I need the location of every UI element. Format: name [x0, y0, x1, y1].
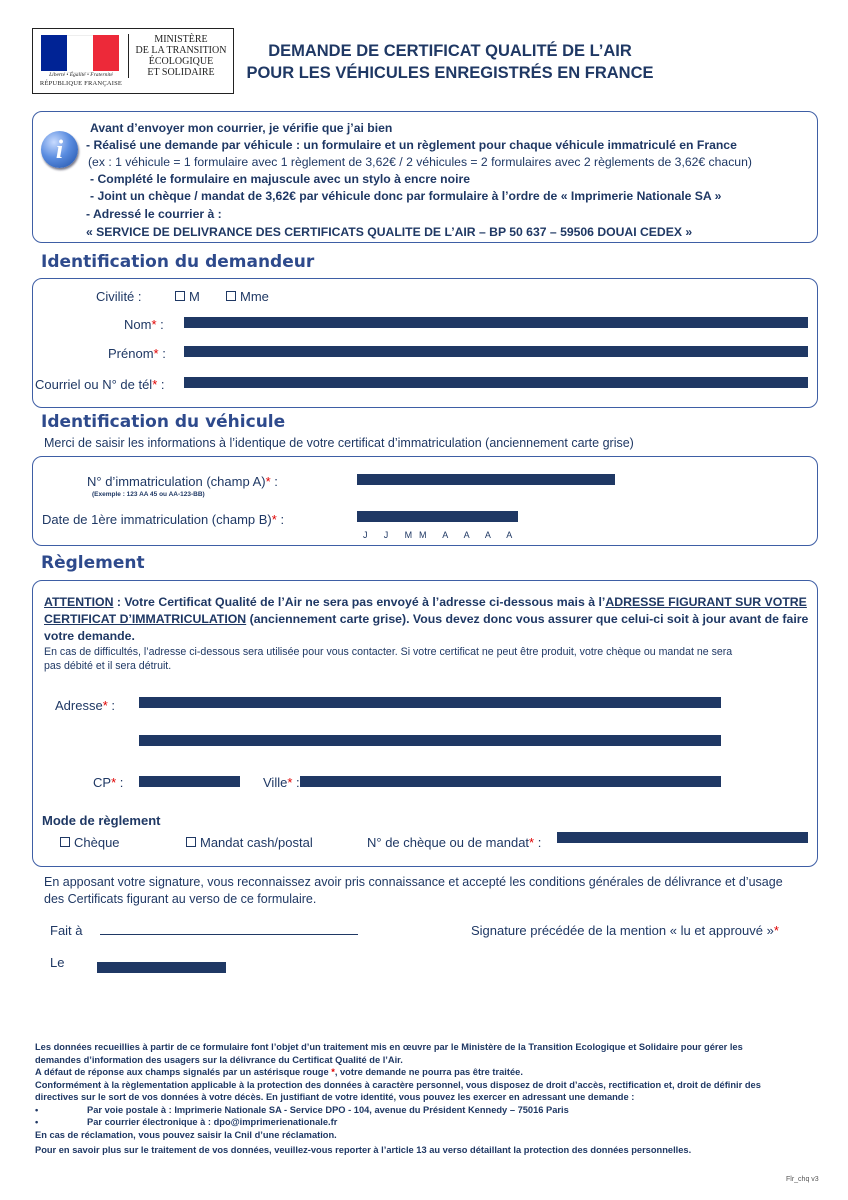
section-demandeur-title: Identification du demandeur	[41, 252, 315, 272]
privacy-footer: Les données recueillies à partir de ce formulaire font l’objet d’un traitement mis en œuvre par le Ministère de la Transition Ecologique et Solidaire pour gérer les demandes d’information des usagers sur la délivrance du Certificat Qualité de l’Air. A défaut de réponse aux champs signalés par un astérisque rouge *, votre demande ne pourra pas être traitée. Conformément à la règlementation applicable à la protection des données à caractère personnel, vous disposez de droit d’accès, rectification et, droit de définir des directives sur le sort de vos données à votre décès. En justifiant de votre identité, vous pouvez les exercer en adressant une demande : • Par voie postale à : Imprimerie Nationale SA - Service DPO - 104, avenue du Président Kennedy – 75016 Paris • Par courrier électronique à : dpo@imprimerienationale.fr En cas de réclamation, vous pouvez saisir la Cnil d’une réclamation. Pour en savoir plus sur le traitement de vos données, veuillez-vous reporter à l’article 13 au verso détaillant la protection des données personnelles.	[35, 1042, 761, 1155]
comb-tick	[683, 377, 684, 387]
comb-tick	[300, 776, 301, 786]
section-reglement-title: Règlement	[41, 553, 145, 573]
comb-tick	[548, 776, 549, 786]
comb-tick	[392, 697, 393, 707]
comb-tick	[259, 346, 260, 356]
numero-field[interactable]	[557, 832, 808, 843]
comb-tick	[380, 474, 381, 484]
comb-tick	[645, 697, 646, 707]
info-intro: Avant d’envoyer mon courrier, je vérifie que j’ai bien	[90, 121, 393, 135]
comb-tick	[523, 776, 524, 786]
comb-tick	[683, 317, 684, 327]
comb-tick	[350, 776, 351, 786]
comb-tick	[645, 735, 646, 745]
adresse-label: Adresse* :	[55, 698, 115, 713]
comb-tick	[498, 511, 499, 521]
cheque-checkbox[interactable]: Chèque	[60, 835, 120, 850]
cp-field[interactable]	[139, 776, 240, 787]
form-reference: Flr_chq v3	[786, 1176, 819, 1183]
comb-tick	[508, 346, 509, 356]
comb-tick	[434, 346, 435, 356]
comb-tick	[558, 346, 559, 356]
comb-tick	[568, 474, 569, 484]
comb-tick	[758, 346, 759, 356]
comb-tick	[658, 317, 659, 327]
comb-tick	[657, 832, 658, 842]
info-line-5: - Adressé le courrier à :	[86, 207, 222, 221]
info-icon: i	[41, 131, 78, 168]
comb-tick	[508, 377, 509, 387]
comb-tick	[484, 317, 485, 327]
comb-tick	[178, 962, 179, 972]
info-line-1: - Réalisé une demande par véhicule : un formulaire et un règlement pour chaque véhicule immatriculé en France	[86, 138, 737, 152]
comb-tick	[234, 377, 235, 387]
comb-tick	[357, 511, 358, 521]
comb-tick	[359, 317, 360, 327]
comb-tick	[266, 735, 267, 745]
comb-tick	[129, 962, 130, 972]
comb-tick	[708, 377, 709, 387]
comb-tick	[316, 735, 317, 745]
comb-tick	[209, 346, 210, 356]
comb-tick	[259, 377, 260, 387]
comb-tick	[708, 317, 709, 327]
info-line-4: - Joint un chèque / mandat de 3,62€ par véhicule donc par formulaire à l’ordre de « Imprimerie Nationale SA »	[90, 189, 722, 203]
comb-tick	[592, 474, 593, 484]
vehicule-subtitle: Merci de saisir les informations à l’identique de votre certificat d’immatriculation (anciennement carte grise)	[44, 436, 634, 450]
comb-tick	[807, 317, 808, 327]
info-line-2: (ex : 1 véhicule = 1 formulaire avec 1 règlement de 3,62€ / 2 véhicules = 2 formulaires avec 2 règlements de 3,62€ chacun)	[88, 155, 752, 169]
comb-tick	[184, 377, 185, 387]
comb-tick	[162, 962, 163, 972]
comb-tick	[215, 735, 216, 745]
page-title: DEMANDE DE CERTIFICAT QUALITÉ DE L’AIR POUR LES VÉHICULES ENREGISTRÉS EN FRANCE	[246, 42, 654, 82]
comb-tick	[620, 697, 621, 707]
cp-label: CP* :	[93, 775, 124, 790]
comb-tick	[184, 317, 185, 327]
comb-tick	[225, 962, 226, 972]
comb-tick	[758, 377, 759, 387]
comb-tick	[443, 735, 444, 745]
comb-tick	[341, 697, 342, 707]
comb-tick	[696, 697, 697, 707]
comb-tick	[533, 317, 534, 327]
comb-tick	[184, 346, 185, 356]
mode-reglement-title: Mode de règlement	[42, 813, 161, 828]
comb-tick	[190, 697, 191, 707]
info-address: « SERVICE DE DELIVRANCE DES CERTIFICATS QUALITE DE L’AIR – BP 50 637 – 59506 DOUAI CEDEX »	[86, 225, 693, 239]
comb-tick	[404, 474, 405, 484]
comb-tick	[139, 697, 140, 707]
comb-tick	[544, 735, 545, 745]
difficulty-note: En cas de difficultés, l’adresse ci-dessous sera utilisée pour vous contacter. Si votre certificat ne peut être produit, votre chèque ou mandat ne sera pas débité et il sera détruit.	[44, 646, 733, 672]
comb-tick	[459, 377, 460, 387]
comb-tick	[557, 832, 558, 842]
le-date-field[interactable]	[97, 962, 226, 973]
contact-label: Courriel ou N° de tél* :	[35, 377, 165, 392]
comb-tick	[720, 776, 721, 786]
comb-tick	[334, 377, 335, 387]
comb-tick	[783, 317, 784, 327]
numero-label: N° de chèque ou de mandat* :	[367, 835, 542, 850]
comb-tick	[733, 377, 734, 387]
comb-tick	[807, 377, 808, 387]
civilite-mme-checkbox[interactable]: Mme	[226, 289, 269, 304]
comb-tick	[284, 346, 285, 356]
comb-tick	[594, 735, 595, 745]
nom-field[interactable]	[184, 317, 808, 328]
comb-tick	[209, 377, 210, 387]
comb-tick	[696, 735, 697, 745]
consent-text: En apposant votre signature, vous reconnaissez avoir pris connaissance et accepté les conditions générales de délivrance et d’usage des Certificats figurant au verso de ce formulaire.	[44, 875, 783, 906]
comb-tick	[632, 832, 633, 842]
comb-tick	[733, 346, 734, 356]
comb-tick	[493, 697, 494, 707]
republique-francaise: RÉPUBLIQUE FRANÇAISE	[39, 80, 123, 87]
comb-tick	[334, 317, 335, 327]
comb-tick	[409, 346, 410, 356]
comb-tick	[633, 346, 634, 356]
comb-tick	[325, 776, 326, 786]
comb-tick	[545, 474, 546, 484]
comb-tick	[438, 511, 439, 521]
comb-tick	[473, 776, 474, 786]
comb-tick	[392, 735, 393, 745]
comb-tick	[683, 346, 684, 356]
comb-tick	[478, 511, 479, 521]
comb-tick	[696, 776, 697, 786]
comb-tick	[708, 832, 709, 842]
comb-tick	[215, 697, 216, 707]
civilite-label: Civilité :	[96, 289, 142, 304]
comb-tick	[720, 697, 721, 707]
comb-tick	[521, 474, 522, 484]
comb-tick	[758, 317, 759, 327]
comb-tick	[284, 317, 285, 327]
comb-tick	[658, 377, 659, 387]
comb-tick	[498, 776, 499, 786]
immat-field[interactable]	[357, 474, 615, 485]
comb-tick	[443, 697, 444, 707]
comb-tick	[508, 317, 509, 327]
comb-tick	[384, 377, 385, 387]
prenom-label: Prénom* :	[108, 346, 166, 361]
contact-field[interactable]	[184, 377, 808, 388]
motto: Liberté • Égalité • Fraternité	[49, 72, 113, 78]
comb-tick	[474, 474, 475, 484]
section-vehicule-title: Identification du véhicule	[41, 412, 286, 432]
civilite-m-checkbox[interactable]: M	[175, 289, 200, 304]
comb-tick	[594, 697, 595, 707]
comb-tick	[164, 735, 165, 745]
comb-tick	[384, 317, 385, 327]
comb-tick	[359, 377, 360, 387]
comb-tick	[620, 735, 621, 745]
comb-tick	[459, 346, 460, 356]
mandat-checkbox[interactable]: Mandat cash/postal	[186, 835, 313, 850]
comb-tick	[427, 474, 428, 484]
comb-tick	[309, 377, 310, 387]
comb-tick	[533, 346, 534, 356]
comb-tick	[633, 317, 634, 327]
comb-tick	[583, 346, 584, 356]
comb-tick	[583, 317, 584, 327]
comb-tick	[558, 377, 559, 387]
comb-tick	[783, 832, 784, 842]
comb-tick	[357, 474, 358, 484]
comb-tick	[341, 735, 342, 745]
comb-tick	[291, 697, 292, 707]
comb-tick	[367, 697, 368, 707]
comb-tick	[597, 776, 598, 786]
comb-tick	[468, 735, 469, 745]
ville-label: Ville* :	[263, 775, 300, 790]
comb-tick	[159, 776, 160, 786]
adresse-field-1[interactable]	[139, 697, 721, 708]
comb-tick	[417, 735, 418, 745]
comb-tick	[582, 832, 583, 842]
comb-tick	[409, 317, 410, 327]
comb-tick	[359, 346, 360, 356]
comb-tick	[583, 377, 584, 387]
ville-field[interactable]	[300, 776, 721, 787]
comb-tick	[484, 346, 485, 356]
comb-tick	[608, 377, 609, 387]
comb-tick	[558, 317, 559, 327]
comb-tick	[670, 735, 671, 745]
comb-tick	[783, 346, 784, 356]
comb-tick	[647, 776, 648, 786]
attention-notice: ATTENTION : Votre Certificat Qualité de l’Air ne sera pas envoyé à l’adresse ci-dessous mais à l’ADRESSE FIGURANT SUR VOTRE CERTIFICAT D’IMMATRICULATION (anciennement carte grise). Vous devez donc vous assurer que celui-ci soit à jour avant de faire votre demande.	[44, 595, 809, 643]
comb-tick	[266, 697, 267, 707]
comb-tick	[468, 697, 469, 707]
comb-tick	[377, 511, 378, 521]
comb-tick	[708, 346, 709, 356]
prenom-field[interactable]	[184, 346, 808, 357]
comb-tick	[234, 317, 235, 327]
comb-tick	[517, 511, 518, 521]
fait-field[interactable]	[100, 934, 358, 935]
comb-tick	[720, 735, 721, 745]
comb-tick	[608, 317, 609, 327]
comb-tick	[164, 697, 165, 707]
comb-tick	[683, 832, 684, 842]
comb-tick	[569, 697, 570, 707]
comb-tick	[309, 346, 310, 356]
comb-tick	[367, 735, 368, 745]
comb-tick	[316, 697, 317, 707]
comb-tick	[239, 776, 240, 786]
ministry-name: MINISTÈRE DE LA TRANSITION ÉCOLOGIQUE ET SOLIDAIRE	[128, 34, 233, 78]
fait-label: Fait à	[50, 923, 83, 938]
comb-tick	[671, 776, 672, 786]
comb-tick	[493, 735, 494, 745]
comb-tick	[807, 832, 808, 842]
signature-label: Signature précédée de la mention « lu et approuvé »*	[471, 923, 779, 938]
comb-tick	[519, 735, 520, 745]
comb-tick	[240, 697, 241, 707]
comb-tick	[733, 317, 734, 327]
comb-tick	[434, 377, 435, 387]
comb-tick	[145, 962, 146, 972]
comb-tick	[220, 776, 221, 786]
comb-tick	[417, 697, 418, 707]
comb-tick	[240, 735, 241, 745]
comb-tick	[210, 962, 211, 972]
date-format-hint: J J M M A A A A	[363, 530, 515, 540]
comb-tick	[374, 776, 375, 786]
comb-tick	[113, 962, 114, 972]
comb-tick	[569, 735, 570, 745]
comb-tick	[399, 776, 400, 786]
comb-tick	[608, 346, 609, 356]
comb-tick	[783, 377, 784, 387]
comb-tick	[417, 511, 418, 521]
info-line-3: - Complété le formulaire en majuscule avec un stylo à encre noire	[90, 172, 470, 186]
comb-tick	[334, 346, 335, 356]
comb-tick	[200, 776, 201, 786]
comb-tick	[434, 317, 435, 327]
adresse-field-2[interactable]	[139, 735, 721, 746]
comb-tick	[519, 697, 520, 707]
comb-tick	[670, 697, 671, 707]
comb-tick	[309, 317, 310, 327]
comb-tick	[194, 962, 195, 972]
comb-tick	[451, 474, 452, 484]
comb-tick	[658, 346, 659, 356]
date-label: Date de 1ère immatriculation (champ B)* :	[42, 512, 285, 527]
comb-tick	[533, 377, 534, 387]
comb-tick	[633, 377, 634, 387]
comb-tick	[498, 474, 499, 484]
comb-tick	[190, 735, 191, 745]
comb-tick	[284, 377, 285, 387]
comb-tick	[234, 346, 235, 356]
immat-example: (Exemple : 123 AA 45 ou AA-123-BB)	[92, 491, 205, 498]
comb-tick	[544, 697, 545, 707]
nom-label: Nom* :	[124, 317, 164, 332]
marianne-logo	[41, 35, 119, 71]
date-field[interactable]	[357, 511, 518, 522]
comb-tick	[622, 776, 623, 786]
comb-tick	[449, 776, 450, 786]
comb-tick	[397, 511, 398, 521]
comb-tick	[733, 832, 734, 842]
comb-tick	[484, 377, 485, 387]
comb-tick	[758, 832, 759, 842]
comb-tick	[209, 317, 210, 327]
comb-tick	[424, 776, 425, 786]
le-label: Le	[50, 955, 65, 970]
immat-label: N° d’immatriculation (champ A)* :	[87, 474, 278, 489]
comb-tick	[179, 776, 180, 786]
comb-tick	[409, 377, 410, 387]
comb-tick	[572, 776, 573, 786]
comb-tick	[384, 346, 385, 356]
comb-tick	[459, 317, 460, 327]
comb-tick	[807, 346, 808, 356]
comb-tick	[607, 832, 608, 842]
comb-tick	[139, 776, 140, 786]
comb-tick	[458, 511, 459, 521]
comb-tick	[97, 962, 98, 972]
comb-tick	[614, 474, 615, 484]
comb-tick	[139, 735, 140, 745]
comb-tick	[259, 317, 260, 327]
comb-tick	[291, 735, 292, 745]
